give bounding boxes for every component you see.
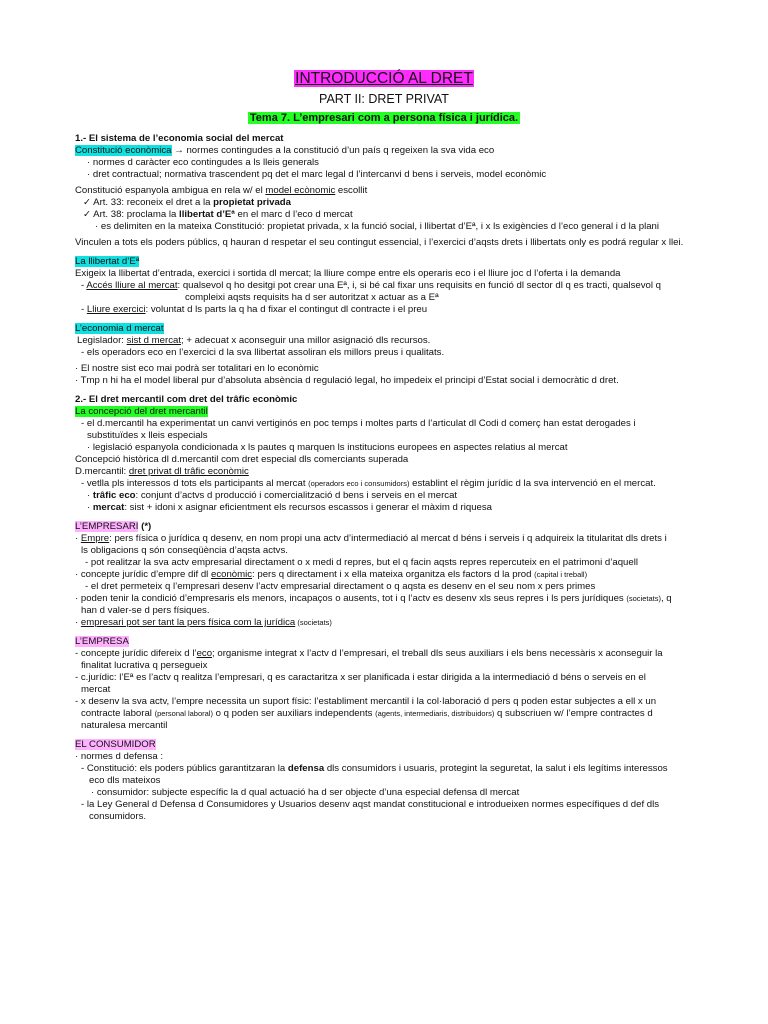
note-line: Constitució econòmica → normes contingudes a la constitució d’un país q regeixen la sva vida eco [75, 145, 495, 156]
section-1-heading: 1.- El sistema de l’economia social del mercat [75, 133, 284, 144]
note-line: Exigeix la llibertat d’entrada, exercici i sortida dl mercat; la lliure compe entre els operaris eco i el lliure joc d l’oferta i la demanda [75, 268, 621, 279]
highlight-label: L’economia d mercat [75, 323, 164, 334]
note-line: - Accés lliure al mercat: qualsevol q ho desitgi pot crear una Eª, i, si bé cal fixar uns requisits en funció dl sector dl q es tracti, qualsevol q [81, 280, 662, 291]
document-subtitle: PART II: DRET PRIVAT [319, 92, 449, 106]
note-line: · concepte jurídic d’empre dif dl econòmic: pers q directament i x ella mateixa organitza els factors d la prod (capital i treball) [75, 569, 588, 580]
note-line: naturalesa mercantil [81, 720, 168, 731]
highlight-label: Constitució econòmica [75, 145, 172, 156]
note-line: - pot realitzar la sva actv empresarial directament o x medi d repres, but el q facin aqsts repres repercuteix en el patrimoni d’aquell [85, 557, 638, 568]
title-line [0, 70, 768, 87]
note-line: ✓ Art. 38: proclama la llibertat d’Eª en el marc d l’eco d mercat [83, 209, 353, 220]
note-line: · Tmp n hi ha el model liberal pur d’absoluta absència d regulació legal, ho impedeix el principi d’Estat social i democràtic d dret. [75, 375, 619, 386]
subtitle-line [0, 92, 768, 107]
note-line: - el d.mercantil ha experimentat un canvi vertiginós en poc temps i moltes parts d l’articulat dl Codi d comerç han estat derogades i [81, 418, 636, 429]
note-line: han d valer-se d pers físiques. [81, 605, 210, 616]
note-line: - c.jurídic: l’Eª es l’actv q realitza l’empresari, q es caractaritza x ser planificada i estar dirigida a la intermediació d béns o serveis en el [75, 672, 646, 683]
note-line: L’EMPRESARI (*) [75, 521, 152, 532]
note-line: · legislació espanyola condicionada x ls pautes q marquen ls institucions europees en aspectes relatius al mercat [87, 442, 568, 453]
note-line: - Constitució: els poders públics garantitzaran la defensa dls consumidors i usuaris, protegint la seguretat, la salut i els legítims interessos [81, 763, 668, 774]
highlight-label: La concepció del dret mercantil [75, 406, 208, 417]
note-line: · mercat: sist + idoni x asignar eficientment els recursos escassos i generar el màxim d riquesa [87, 502, 492, 513]
note-line: Constitució espanyola ambigua en rela w/ el model ecònomic escollit [75, 185, 368, 196]
note-line: finalitat lucrativa q persegueix [81, 660, 208, 671]
note-line: · trâfic eco: conjunt d’actvs d producció i comercialització d bens i serveis en el mercat [87, 490, 458, 501]
note-line: - vetlla pls interessos d tots els participants al mercat (operadors eco i consumidors) establint el règim jurídic d la sva intervenció en el mercat. [81, 478, 656, 489]
note-line: - concepte jurídic difereix d l’eco; organisme integrat x l’actv d l’empresari, el treball dls seus auxiliars i els bens necessàris x aconseguir la [75, 648, 663, 659]
notes-body [75, 133, 695, 823]
note-line [75, 739, 695, 751]
note-line: · dret contractual; normativa trascendent pq det el marc legal d l’intercanvi d bens i serveis, model econòmic [87, 169, 547, 180]
note-line: · Empre: pers física o jurídica q desenv, en nom propi una actv d’intermediació al mercat d béns i serveis i q adquireix la titularitat dls drets i [75, 533, 667, 544]
note-line: · normes d defensa : [75, 751, 163, 762]
note-line: Concepció històrica dl d.mercantil com dret especial dls comerciants superada [75, 454, 409, 465]
note-line: - el dret permeteix q l’empresari desenv l’actv empresarial directament o q aqsta es desenv en el seu nom x pers primes [85, 581, 596, 592]
note-line [75, 406, 695, 418]
note-line: contracte laboral (personal laboral) o q poden ser auxiliars independents (agents, intermediaris, distribuidors) q subscriuen w/ l’empre contractes d [81, 708, 653, 719]
topic-line [0, 111, 768, 125]
note-line [75, 256, 695, 268]
note-line: · consumidor: subjecte específic la d qual actuació ha d ser objecte d’una especial defensa dl mercat [91, 787, 520, 798]
note-line: eco dls mateixos [89, 775, 161, 786]
note-line: substituïdes x lleis especials [87, 430, 208, 441]
note-line: D.mercantil: dret privat dl trâfic econòmic [75, 466, 249, 477]
highlight-label: L’EMPRESA [75, 636, 129, 647]
highlight-label: L’EMPRESARI [75, 521, 139, 532]
note-line [75, 636, 695, 648]
note-line: consumidors. [89, 811, 147, 822]
note-line: · El nostre sist eco mai podrà ser totalitari en lo econòmic [75, 363, 319, 374]
highlight-label: La llibertat d’Eª [75, 256, 140, 267]
note-line: ✓ Art. 33: reconeix el dret a la propietat privada [83, 197, 292, 208]
note-line: mercat [81, 684, 111, 695]
note-line: - la Ley General d Defensa d Consumidores y Usuarios desenv aqst mandat constitucional e introdueixen normes específiques d def dls [81, 799, 660, 810]
topic-heading: Tema 7. L’empresari com a persona física i jurídica. [249, 112, 519, 124]
note-line: · poden tenir la condició d’empresaris els menors, incapaços o ausents, tot i q l’actv es desenv xls seus repres i ls pers jurídiques (societats), q [75, 593, 672, 604]
note-line: compleixi aqsts requisits ha d ser autoritzat x actuar as a Eª [185, 292, 439, 303]
note-line: - Lliure exercici: voluntat d ls parts la q ha d fixar el contingut dl contracte i el preu [81, 304, 428, 315]
note-line: - x desenv la sva actv, l’empre necessita un suport físic: l’establiment mercantil i la col·laboració d pers q poden estar subjectes a ell x un [75, 696, 657, 707]
note-line: · es delimiten en la mateixa Constitució: propietat privada, x la funció social, i llibertat d’Eª, i x ls exigències d l’eco general i d la plani [95, 221, 660, 232]
note-line: ls obligacions q són conseqüència d’aqsta actvs. [81, 545, 288, 556]
note-line: · normes d caràcter eco contingudes a ls lleis generals [87, 157, 319, 168]
section-2-heading: 2.- El dret mercantil com dret del trâfic econòmic [75, 394, 298, 405]
note-line [75, 323, 695, 335]
note-line: Legislador: sist d mercat; + adecuat x aconseguir una millor asignació dls recursos. [77, 335, 431, 346]
note-line: Vinculen a tots els poders públics, q hauran d respetar el seu contingut essencial, i l’exercici d’aqsts drets i llibertats only es podrá regular x llei. [75, 237, 684, 248]
document-title: INTRODUCCIÓ AL DRET [295, 70, 473, 87]
note-line: · empresari pot ser tant la pers física com la jurídica (societats) [75, 617, 332, 628]
note-line: - els operadors eco en l’exercici d la sva llibertat assoliran els millors preus i qualitats. [81, 347, 445, 358]
highlight-label: EL CONSUMIDOR [75, 739, 156, 750]
